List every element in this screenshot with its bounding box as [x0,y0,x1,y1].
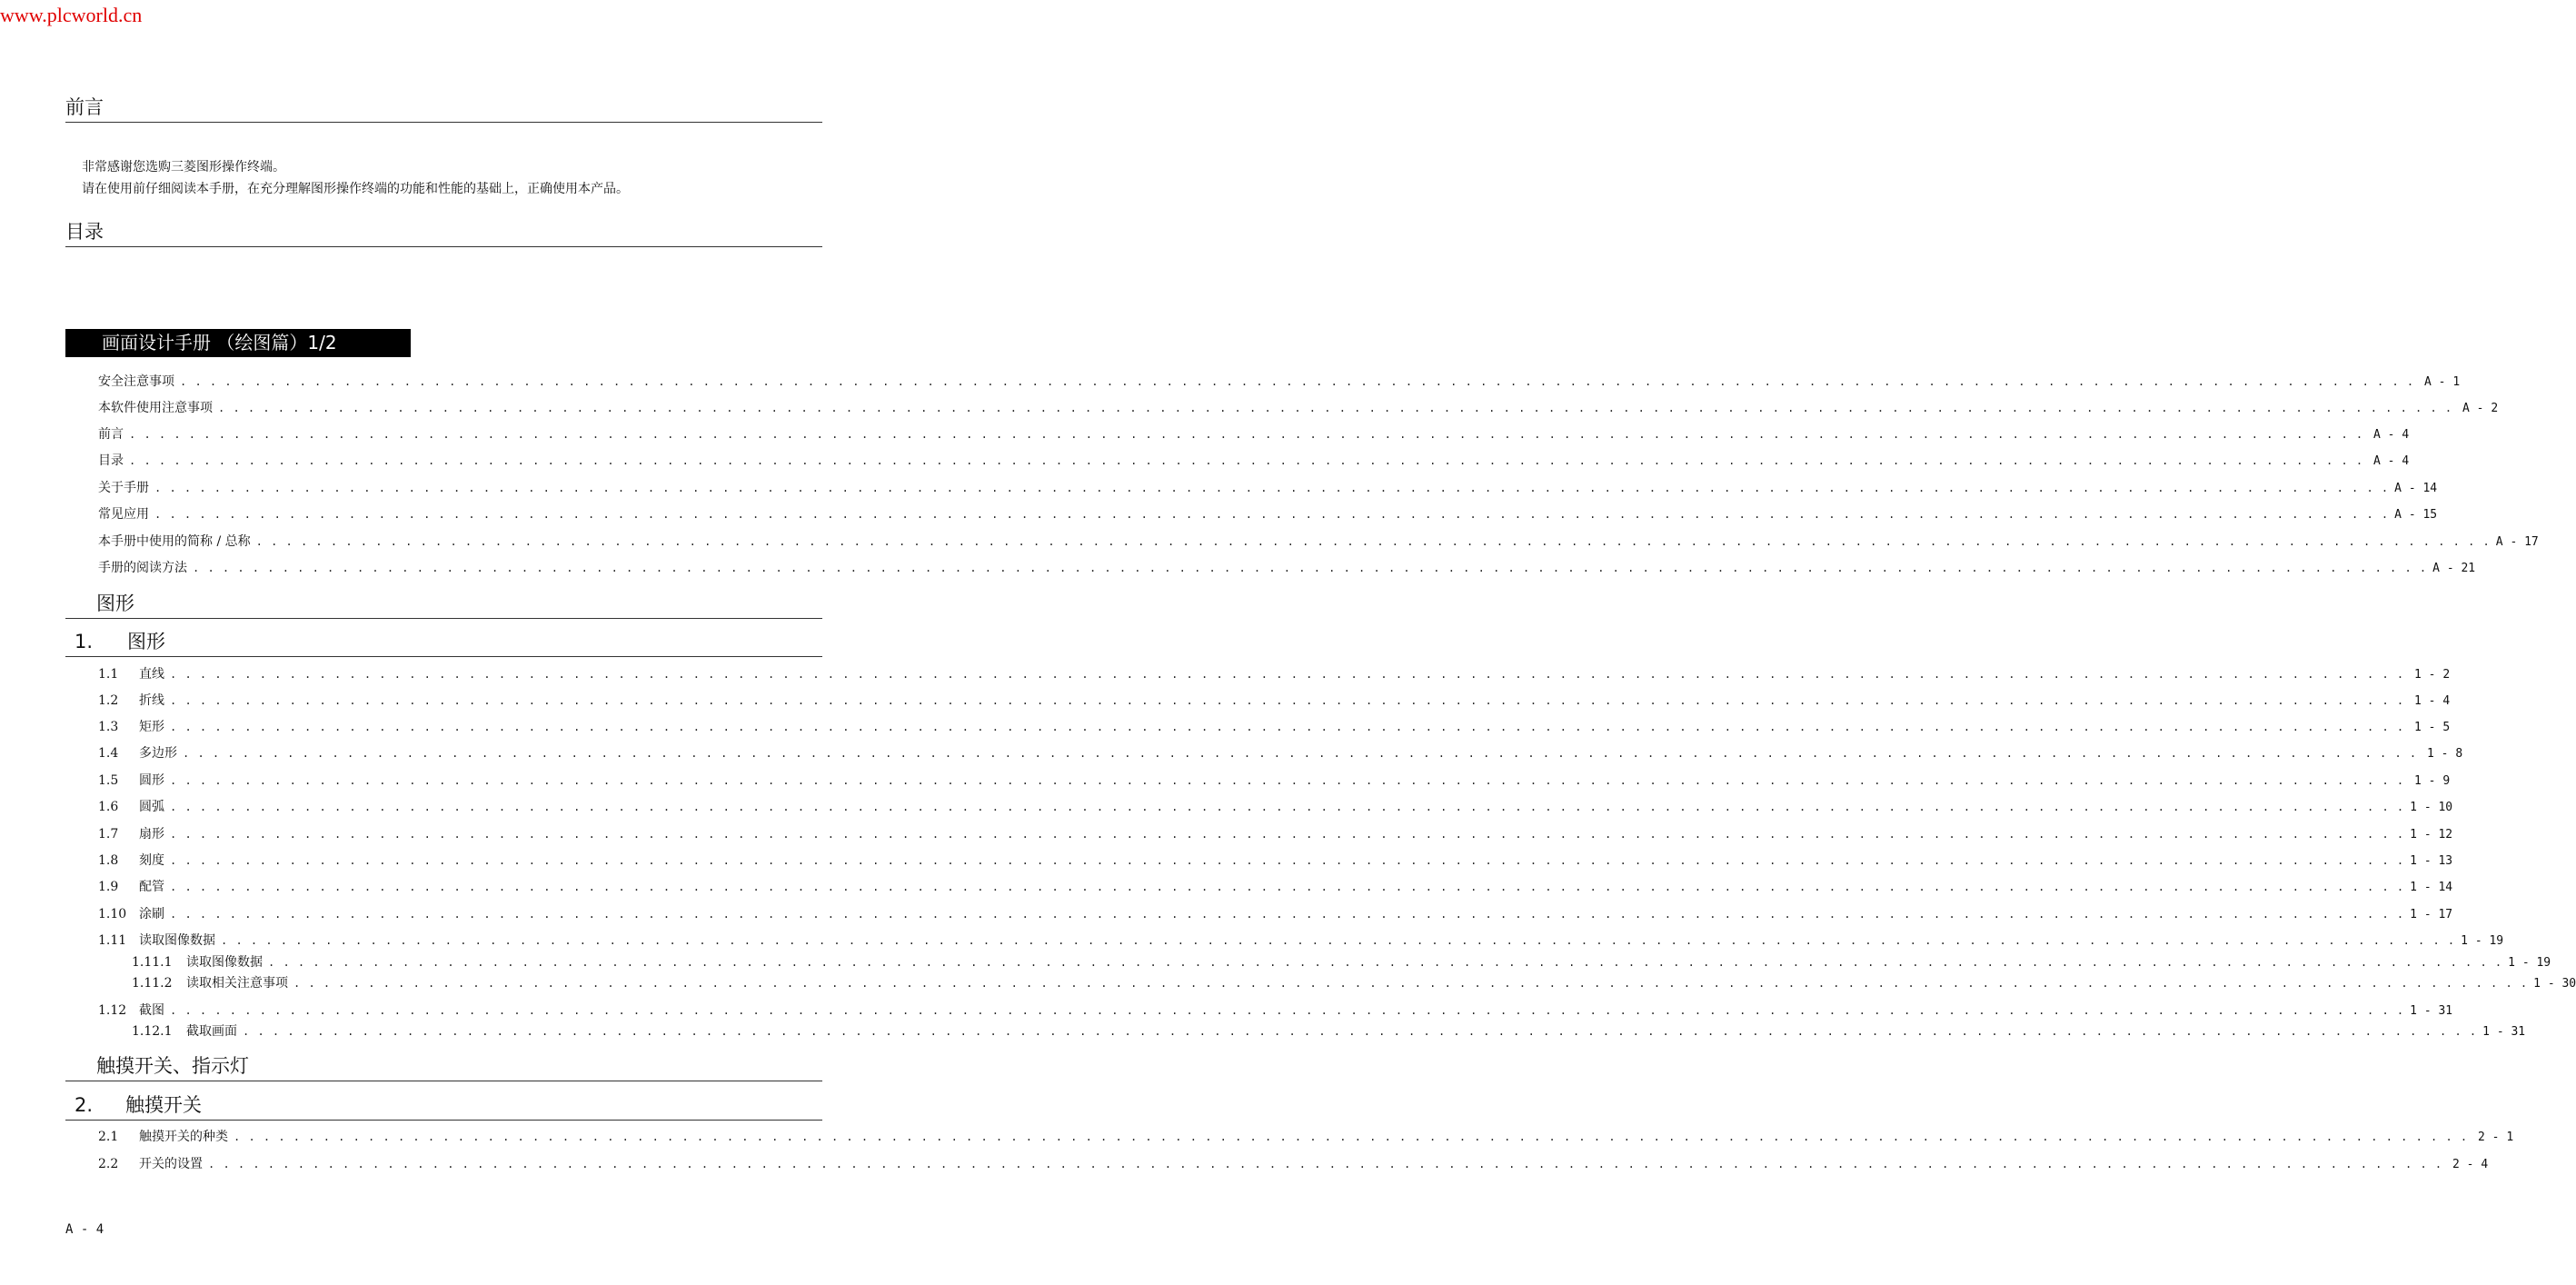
toc-entry-number: 1.12 [98,1003,127,1018]
toc-entry-text: 多边形 [139,746,177,761]
toc-entry-title [98,852,170,870]
toc-entry-page: A - 2 [2462,402,2499,415]
dot-leader: . . . . . . . . . . . . . . . . . . . . . . . . . . . . . . . . . . . . . . . . . . . . . . . . . . . . . . . . . . . . . . . . . . . . . . . . . . . . . . . . . . . . . . . . . . . . . . . . . . . . . . . . . . . . . . . . . . . . . . . . . . . . . . . . . . . . . . . . . . . . . . . . . . . . . . [218,402,2453,414]
toc-entry[interactable] [98,798,2453,817]
toc-entry-title [98,825,170,843]
toc-entry-text: 关于手册 [98,481,149,495]
toc-entry-text: 折线 [139,693,164,708]
toc-entry-title [132,953,268,971]
toc-entry-number: 1.5 [98,773,119,788]
toc-entry-page: 1 - 5 [2414,721,2451,734]
dot-leader: . . . . . . . . . . . . . . . . . . . . . . . . . . . . . . . . . . . . . . . . . . . . . . . . . . . . . . . . . . . . . . . . . . . . . . . . . . . . . . . . . . . . . . . . . . . . . . . . . . . . . . . . . . . . . . . . . . . . . . . . . . . . . . . . . . . . . . . . . . . . . . . . . . . . . . [243,1025,2478,1038]
toc-entry-text: 手册的阅读方法 [98,561,187,575]
toc-entry-title [98,373,180,391]
toc-entry-number: 2.1 [98,1130,119,1144]
toc-entry-text: 读取图像数据 [186,955,263,970]
dot-leader: . . . . . . . . . . . . . . . . . . . . . . . . . . . . . . . . . . . . . . . . . . . . . . . . . . . . . . . . . . . . . . . . . . . . . . . . . . . . . . . . . . . . . . . . . . . . . . . . . . . . . . . . . . . . . . . . . . . . . . . . . . . . . . . . . . . . . . . . . . . . . . . . . . . . . . [221,934,2456,947]
toc-entry-text: 截取画面 [186,1024,237,1039]
dot-leader: . . . . . . . . . . . . . . . . . . . . . . . . . . . . . . . . . . . . . . . . . . . . . . . . . . . . . . . . . . . . . . . . . . . . . . . . . . . . . . . . . . . . . . . . . . . . . . . . . . . . . . . . . . . . . . . . . . . . . . . . . . . . . . . . . . . . . . . . . . . . . . . . . . . . . . [170,721,2405,733]
toc-entry[interactable] [98,1001,2453,1021]
toc-entry-number: 1.6 [98,800,119,814]
preface-line-1: 非常感谢您选购三菱图形操作终端。 [82,160,285,174]
toc-entry-text: 安全注意事项 [98,374,174,389]
toc-entry-title [98,559,193,577]
toc-entry-page: 1 - 31 [2482,1025,2526,1039]
toc-entry-text: 涂刷 [139,907,164,921]
toc-entry[interactable] [98,931,2504,951]
toc-entry-number: 2.2 [98,1157,119,1171]
toc-entry-number: 1.1 [98,667,119,682]
toc-entry-title [98,772,170,790]
toc-entry-page: 1 - 17 [2410,908,2453,921]
toc-entry-text: 触摸开关的种类 [139,1130,228,1144]
toc-entry-page: A - 4 [2373,454,2410,468]
toc-entry-title [98,1128,234,1146]
toc-entry-page: A - 21 [2432,562,2476,575]
toc-entry-title [98,878,170,896]
dot-leader: . . . . . . . . . . . . . . . . . . . . . . . . . . . . . . . . . . . . . . . . . . . . . . . . . . . . . . . . . . . . . . . . . . . . . . . . . . . . . . . . . . . . . . . . . . . . . . . . . . . . . . . . . . . . . . . . . . . . . . . . . . . . . . . . . . . . . . . . . . . . . . . . . . . . . . [170,774,2405,787]
toc-entry[interactable] [98,772,2451,791]
preface-line-2: 请在使用前仔细阅读本手册，在充分理解图形操作终端的功能和性能的基础上，正确使用本产品。 [82,182,629,196]
toc-entry-text: 截图 [139,1003,164,1018]
chapter-heading-2 [65,1092,822,1121]
toc-entry[interactable] [98,452,2410,471]
toc-entry[interactable] [98,1155,2489,1174]
toc-entry-text: 常见应用 [98,507,149,522]
toc-entry[interactable] [98,852,2453,871]
footer-page-number: A - 4 [65,1222,104,1237]
dot-leader: . . . . . . . . . . . . . . . . . . . . . . . . . . . . . . . . . . . . . . . . . . . . . . . . . . . . . . . . . . . . . . . . . . . . . . . . . . . . . . . . . . . . . . . . . . . . . . . . . . . . . . . . . . . . . . . . . . . . . . . . . . . . . . . . . . . . . . . . . . . . . . . . . . . . . . [268,956,2503,969]
toc-entry-page: 1 - 19 [2508,956,2551,970]
dot-leader: . . . . . . . . . . . . . . . . . . . . . . . . . . . . . . . . . . . . . . . . . . . . . . . . . . . . . . . . . . . . . . . . . . . . . . . . . . . . . . . . . . . . . . . . . . . . . . . . . . . . . . . . . . . . . . . . . . . . . . . . . . . . . . . . . . . . . . . . . . . . . . . . . . . . . . [170,881,2405,893]
toc-entry[interactable] [98,692,2451,711]
group-heading-graphics: 图形 [65,591,822,619]
part-banner [65,329,411,357]
toc-entry[interactable] [132,953,2551,972]
toc-entry-page: 1 - 14 [2410,881,2453,894]
toc-entry-title [98,798,170,816]
toc-entry-title [98,425,129,443]
dot-leader: . . . . . . . . . . . . . . . . . . . . . . . . . . . . . . . . . . . . . . . . . . . . . . . . . . . . . . . . . . . . . . . . . . . . . . . . . . . . . . . . . . . . . . . . . . . . . . . . . . . . . . . . . . . . . . . . . . . . . . . . . . . . . . . . . . . . . . . . . . . . . . . . . . . . . . [154,508,2390,521]
toc-entry-title [98,931,221,950]
toc-entry-title [132,974,293,992]
toc-entry-text: 圆弧 [139,800,164,814]
toc-entry-number: 1.11 [98,933,127,948]
toc-entry-number: 1.11.2 [132,976,173,991]
dot-leader: . . . . . . . . . . . . . . . . . . . . . . . . . . . . . . . . . . . . . . . . . . . . . . . . . . . . . . . . . . . . . . . . . . . . . . . . . . . . . . . . . . . . . . . . . . . . . . . . . . . . . . . . . . . . . . . . . . . . . . . . . . . . . . . . . . . . . . . . . . . . . . . . . . . . . . [255,535,2491,548]
toc-entry-page: 1 - 8 [2427,747,2463,761]
toc-entry-text: 配管 [139,880,164,894]
toc-entry-title [132,1022,243,1041]
toc-entry-title [98,665,170,683]
dot-leader: . . . . . . . . . . . . . . . . . . . . . . . . . . . . . . . . . . . . . . . . . . . . . . . . . . . . . . . . . . . . . . . . . . . . . . . . . . . . . . . . . . . . . . . . . . . . . . . . . . . . . . . . . . . . . . . . . . . . . . . . . . . . . . . . . . . . . . . . . . . . . . . . . . . . . . [170,1004,2405,1017]
dot-leader: . . . . . . . . . . . . . . . . . . . . . . . . . . . . . . . . . . . . . . . . . . . . . . . . . . . . . . . . . . . . . . . . . . . . . . . . . . . . . . . . . . . . . . . . . . . . . . . . . . . . . . . . . . . . . . . . . . . . . . . . . . . . . . . . . . . . . . . . . . . . . . . . . . . . . . [170,828,2405,841]
toc-entry[interactable] [98,425,2410,444]
toc-entry[interactable] [132,1022,2526,1041]
toc-entry-title [98,692,170,710]
toc-entry-page: 1 - 2 [2414,668,2451,682]
toc-entry-number: 1.7 [98,827,119,842]
toc-entry-page: 1 - 19 [2461,934,2504,948]
group-heading-touch-switch: 触摸开关、指示灯 [65,1053,822,1081]
watermark: www.plcworld.cn [0,4,143,26]
toc-entry[interactable] [98,665,2451,684]
toc-entry-text: 刻度 [139,853,164,868]
toc-entry-text: 扇形 [139,827,164,842]
toc-entry[interactable] [132,974,2576,993]
toc-entry-page: 2 - 4 [2452,1158,2489,1171]
toc-entry-page: 1 - 12 [2410,828,2453,842]
toc-entry-page: A - 14 [2394,482,2438,495]
toc-entry-number: 1.8 [98,853,119,868]
dot-leader: . . . . . . . . . . . . . . . . . . . . . . . . . . . . . . . . . . . . . . . . . . . . . . . . . . . . . . . . . . . . . . . . . . . . . . . . . . . . . . . . . . . . . . . . . . . . . . . . . . . . . . . . . . . . . . . . . . . . . . . . . . . . . . . . . . . . . . . . . . . . . . . . . . . . . . [129,454,2364,467]
toc-entry[interactable] [98,1128,2514,1147]
toc-entry[interactable] [98,373,2461,392]
toc-entry-page: 1 - 9 [2414,774,2451,788]
dot-leader: . . . . . . . . . . . . . . . . . . . . . . . . . . . . . . . . . . . . . . . . . . . . . . . . . . . . . . . . . . . . . . . . . . . . . . . . . . . . . . . . . . . . . . . . . . . . . . . . . . . . . . . . . . . . . . . . . . . . . . . . . . . . . . . . . . . . . . . . . . . . . . . . . . . . . . [170,668,2405,681]
dot-leader: . . . . . . . . . . . . . . . . . . . . . . . . . . . . . . . . . . . . . . . . . . . . . . . . . . . . . . . . . . . . . . . . . . . . . . . . . . . . . . . . . . . . . . . . . . . . . . . . . . . . . . . . . . . . . . . . . . . . . . . . . . . . . . . . . . . . . . . . . . . . . . . . . . . . . . [180,375,2415,388]
toc-entry-text: 目录 [98,453,124,468]
toc-entry[interactable] [98,505,2438,524]
toc-entry[interactable] [98,905,2453,924]
toc-entry-title [98,1155,208,1173]
toc-entry-page: A - 15 [2394,508,2438,522]
toc-entry[interactable] [98,559,2476,578]
toc-entry-page: 1 - 10 [2410,801,2453,814]
toc-entry-page: A - 4 [2373,428,2410,442]
dot-leader: . . . . . . . . . . . . . . . . . . . . . . . . . . . . . . . . . . . . . . . . . . . . . . . . . . . . . . . . . . . . . . . . . . . . . . . . . . . . . . . . . . . . . . . . . . . . . . . . . . . . . . . . . . . . . . . . . . . . . . . . . . . . . . . . . . . . . . . . . . . . . . . . . . . . . . [183,747,2418,760]
toc-entry-number: 1.3 [98,720,119,734]
toc-entry[interactable] [98,878,2453,897]
toc-entry-title [98,718,170,736]
toc-entry-number: 1.9 [98,880,119,894]
dot-leader: . . . . . . . . . . . . . . . . . . . . . . . . . . . . . . . . . . . . . . . . . . . . . . . . . . . . . . . . . . . . . . . . . . . . . . . . . . . . . . . . . . . . . . . . . . . . . . . . . . . . . . . . . . . . . . . . . . . . . . . . . . . . . . . . . . . . . . . . . . . . . . . . . . . . . . [234,1131,2469,1143]
toc-entry-number: 1.10 [98,907,127,921]
toc-entry-number: 1.12.1 [132,1024,173,1039]
toc-entry-number: 1.4 [98,746,119,761]
toc-entry-number: 1.11.1 [132,955,173,970]
dot-leader: . . . . . . . . . . . . . . . . . . . . . . . . . . . . . . . . . . . . . . . . . . . . . . . . . . . . . . . . . . . . . . . . . . . . . . . . . . . . . . . . . . . . . . . . . . . . . . . . . . . . . . . . . . . . . . . . . . . . . . . . . . . . . . . . . . . . . . . . . . . . . . . . . . . . . . [154,482,2390,494]
toc-entry-text: 矩形 [139,720,164,734]
toc-entry-page: A - 17 [2495,535,2539,549]
toc-entry-title [98,1001,170,1020]
toc-entry-title [98,744,183,762]
dot-leader: . . . . . . . . . . . . . . . . . . . . . . . . . . . . . . . . . . . . . . . . . . . . . . . . . . . . . . . . . . . . . . . . . . . . . . . . . . . . . . . . . . . . . . . . . . . . . . . . . . . . . . . . . . . . . . . . . . . . . . . . . . . . . . . . . . . . . . . . . . . . . . . . . . . . . . [129,428,2364,441]
toc-entry-text: 直线 [139,667,164,682]
toc-entry-number: 1.2 [98,693,119,708]
contents-heading: 目录 [65,219,822,247]
dot-leader: . . . . . . . . . . . . . . . . . . . . . . . . . . . . . . . . . . . . . . . . . . . . . . . . . . . . . . . . . . . . . . . . . . . . . . . . . . . . . . . . . . . . . . . . . . . . . . . . . . . . . . . . . . . . . . . . . . . . . . . . . . . . . . . . . . . . . . . . . . . . . . . . . . . . . . [293,977,2529,990]
toc-entry-title [98,479,154,497]
toc-entry-page: 2 - 1 [2478,1131,2514,1144]
toc-entry-page: 1 - 31 [2410,1004,2453,1018]
dot-leader: . . . . . . . . . . . . . . . . . . . . . . . . . . . . . . . . . . . . . . . . . . . . . . . . . . . . . . . . . . . . . . . . . . . . . . . . . . . . . . . . . . . . . . . . . . . . . . . . . . . . . . . . . . . . . . . . . . . . . . . . . . . . . . . . . . . . . . . . . . . . . . . . . . . . . . [170,801,2405,813]
toc-entry-title [98,452,129,470]
toc-entry-page: 1 - 13 [2410,854,2453,868]
toc-entry-title [98,399,218,417]
chapter-title: 触摸开关 [125,1094,202,1116]
toc-entry[interactable] [98,399,2499,418]
toc-entry-text: 前言 [98,427,124,442]
part-banner-label: 画面设计手册 （绘图篇）1/2 [102,332,337,354]
toc-entry-page: A - 1 [2424,375,2461,389]
toc-entry[interactable] [98,744,2463,763]
toc-entry-title [98,533,256,551]
toc-entry[interactable] [98,825,2453,844]
toc-entry-text: 读取图像数据 [139,933,215,948]
toc-entry[interactable] [98,718,2451,737]
toc-entry-text: 开关的设置 [139,1157,203,1171]
toc-entry-title [98,905,170,923]
toc-entry-title [98,505,154,523]
toc-entry[interactable] [98,479,2438,498]
toc-entry-text: 读取相关注意事项 [186,976,288,991]
preface-heading: 前言 [65,95,822,123]
toc-entry-text: 本手册中使用的简称 / 总称 [98,534,251,549]
toc-entry[interactable] [98,533,2539,552]
chapter-number: 1. [75,631,94,652]
chapter-number: 2. [75,1094,94,1116]
toc-entry-page: 1 - 30 [2533,977,2576,991]
toc-entry-text: 本软件使用注意事项 [98,401,213,415]
dot-leader: . . . . . . . . . . . . . . . . . . . . . . . . . . . . . . . . . . . . . . . . . . . . . . . . . . . . . . . . . . . . . . . . . . . . . . . . . . . . . . . . . . . . . . . . . . . . . . . . . . . . . . . . . . . . . . . . . . . . . . . . . . . . . . . . . . . . . . . . . . . . . . . . . . . . . . [193,562,2428,574]
chapter-title: 图形 [127,631,165,652]
toc-entry-page: 1 - 4 [2414,694,2451,708]
chapter-heading-1 [65,629,822,657]
dot-leader: . . . . . . . . . . . . . . . . . . . . . . . . . . . . . . . . . . . . . . . . . . . . . . . . . . . . . . . . . . . . . . . . . . . . . . . . . . . . . . . . . . . . . . . . . . . . . . . . . . . . . . . . . . . . . . . . . . . . . . . . . . . . . . . . . . . . . . . . . . . . . . . . . . . . . . [208,1158,2443,1170]
dot-leader: . . . . . . . . . . . . . . . . . . . . . . . . . . . . . . . . . . . . . . . . . . . . . . . . . . . . . . . . . . . . . . . . . . . . . . . . . . . . . . . . . . . . . . . . . . . . . . . . . . . . . . . . . . . . . . . . . . . . . . . . . . . . . . . . . . . . . . . . . . . . . . . . . . . . . . [170,854,2405,867]
dot-leader: . . . . . . . . . . . . . . . . . . . . . . . . . . . . . . . . . . . . . . . . . . . . . . . . . . . . . . . . . . . . . . . . . . . . . . . . . . . . . . . . . . . . . . . . . . . . . . . . . . . . . . . . . . . . . . . . . . . . . . . . . . . . . . . . . . . . . . . . . . . . . . . . . . . . . . [170,694,2405,707]
dot-leader: . . . . . . . . . . . . . . . . . . . . . . . . . . . . . . . . . . . . . . . . . . . . . . . . . . . . . . . . . . . . . . . . . . . . . . . . . . . . . . . . . . . . . . . . . . . . . . . . . . . . . . . . . . . . . . . . . . . . . . . . . . . . . . . . . . . . . . . . . . . . . . . . . . . . . . [170,908,2405,921]
toc-entry-text: 圆形 [139,773,164,788]
